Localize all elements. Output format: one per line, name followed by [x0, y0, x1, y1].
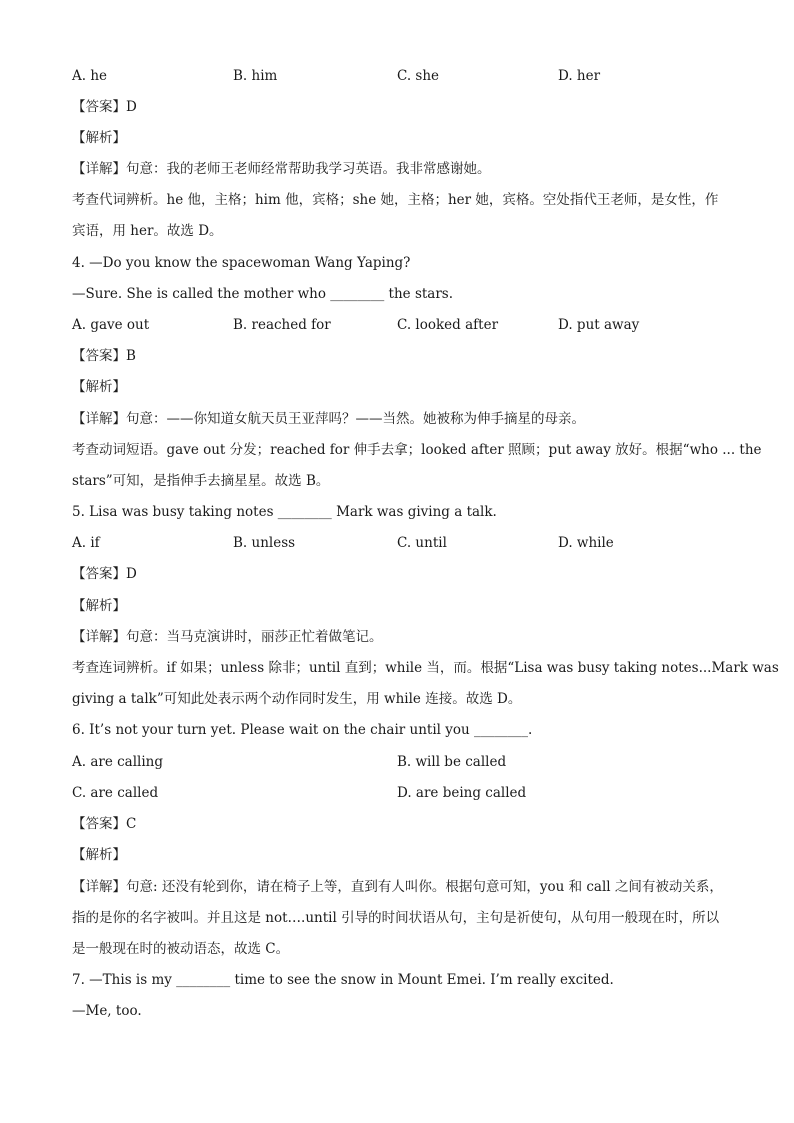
q5-explanation-line-2: giving a talk”可知此处表示两个动作同时发生，用 while 连接。故选 D。: [72, 691, 522, 707]
q6-option-a: A. are calling: [72, 754, 164, 770]
q3-analysis-label: 【解析】: [72, 130, 126, 146]
q5-stem: 5. Lisa was busy taking notes ________ Mark was giving a talk.: [72, 504, 497, 520]
q6-detail-line-1: 【详解】句意: 还没有轮到你，请在椅子上等，直到有人叫你。根据句意可知，you 和 call 之间有被动关系，: [72, 879, 723, 895]
q4-answer: 【答案】B: [72, 348, 136, 364]
q6-detail-line-2: 指的是你的名字被叫。并且这是 not….until 引导的时间状语从句，主句是祈使句，从句用一般现在时，所以: [72, 910, 720, 926]
q6-answer: 【答案】C: [72, 816, 137, 832]
q5-option-a: A. if: [72, 535, 100, 551]
q3-explanation-line-2: 宾语，用 her。故选 D。: [72, 223, 223, 239]
q3-option-a: A. he: [72, 68, 108, 84]
q6-option-c: C. are called: [72, 785, 159, 801]
q6-analysis-label: 【解析】: [72, 847, 126, 863]
q6-options-row-1: [72, 752, 732, 772]
q4-explanation-line-2: stars”可知，是指伸手去摘星星。故选 B。: [72, 473, 330, 489]
q4-option-c: C. looked after: [397, 317, 499, 333]
q3-detail: 【详解】句意：我的老师王老师经常帮助我学习英语。我非常感谢她。: [72, 161, 491, 177]
q4-detail: 【详解】句意：——你知道女航天员王亚萍吗？——当然。她被称为伸手摘星的母亲。: [72, 411, 585, 427]
q3-option-d: D. her: [558, 68, 601, 84]
q4-options: [72, 315, 732, 335]
q3-explanation-line-1: 考查代词辨析。he 他，主格；him 他，宾格；she 她，主格；her 她，宾格。空处指代王老师，是女性，作: [72, 192, 719, 208]
q5-explanation-line-1: 考查连词辨析。if 如果；unless 除非；until 直到；while 当，而。根据“Lisa was busy taking notes...Mark was: [72, 660, 779, 676]
q5-options: [72, 533, 732, 553]
q5-option-b: B. unless: [233, 535, 296, 551]
q4-stem-line-1: 4. —Do you know the spacewoman Wang Yaping?: [72, 255, 411, 271]
q7-stem-line-1: 7. —This is my ________ time to see the snow in Mount Emei. I’m really excited.: [72, 972, 614, 988]
q3-options: [72, 66, 732, 86]
q4-option-a: A. gave out: [72, 317, 150, 333]
q5-option-c: C. until: [397, 535, 447, 551]
q4-option-b: B. reached for: [233, 317, 331, 333]
q6-stem: 6. It’s not your turn yet. Please wait on the chair until you ________.: [72, 722, 533, 738]
q5-option-d: D. while: [558, 535, 614, 551]
q3-answer: 【答案】D: [72, 99, 137, 115]
q4-analysis-label: 【解析】: [72, 379, 126, 395]
q4-stem-line-2: —Sure. She is called the mother who ________ the stars.: [72, 286, 454, 302]
q4-explanation-line-1: 考查动词短语。gave out 分发；reached for 伸手去拿；looked after 照顾；put away 放好。根据“who ... the: [72, 442, 762, 458]
q6-options-row-2: [72, 783, 732, 803]
q5-analysis-label: 【解析】: [72, 598, 126, 614]
q5-detail: 【详解】句意：当马克演讲时，丽莎正忙着做笔记。: [72, 629, 383, 645]
q7-stem-line-2: —Me, too.: [72, 1003, 142, 1019]
q6-option-d: D. are being called: [397, 785, 527, 801]
q6-detail-line-3: 是一般现在时的被动语态，故选 C。: [72, 941, 290, 957]
q3-option-b: B. him: [233, 68, 278, 84]
q5-answer: 【答案】D: [72, 566, 137, 582]
q3-option-c: C. she: [397, 68, 440, 84]
q6-option-b: B. will be called: [397, 754, 507, 770]
q4-option-d: D. put away: [558, 317, 640, 333]
